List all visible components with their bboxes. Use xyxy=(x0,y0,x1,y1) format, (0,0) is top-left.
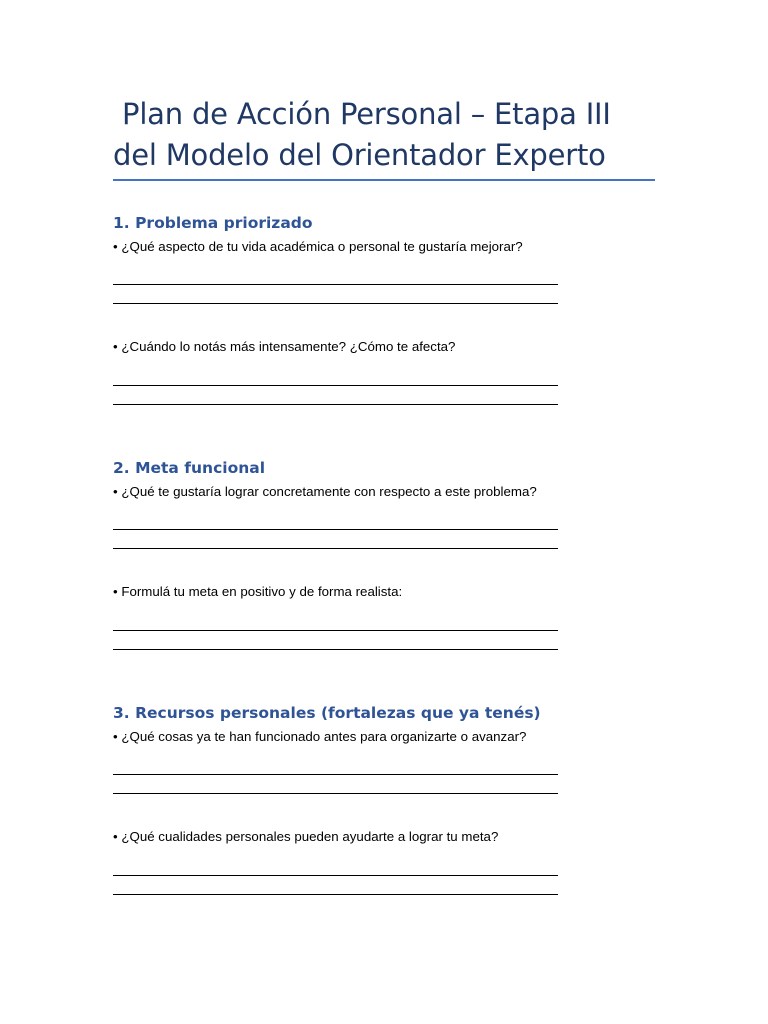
question-text: • ¿Qué cualidades personales pueden ayudarte a lograr tu meta? xyxy=(113,829,499,844)
title-block xyxy=(113,94,655,176)
section-heading: 3. Recursos personales (fortalezas que ya tenés) xyxy=(113,704,541,722)
page-title xyxy=(113,94,655,176)
answer-line[interactable] xyxy=(113,385,558,386)
title-underline xyxy=(113,179,655,181)
answer-line[interactable] xyxy=(113,793,558,794)
section-heading: 2. Meta funcional xyxy=(113,459,266,477)
answer-line[interactable] xyxy=(113,548,558,549)
answer-line[interactable] xyxy=(113,303,558,304)
answer-line[interactable] xyxy=(113,284,558,285)
answer-line[interactable] xyxy=(113,774,558,775)
question-text: • ¿Qué aspecto de tu vida académica o personal te gustaría mejorar? xyxy=(113,239,523,254)
question-text: • ¿Cuándo lo notás más intensamente? ¿Cómo te afecta? xyxy=(113,339,456,354)
section-heading: 1. Problema priorizado xyxy=(113,214,313,232)
section-problema xyxy=(113,213,573,354)
answer-line[interactable] xyxy=(113,630,558,631)
page-title-text: Plan de Acción Personal – Etapa III del Modelo del Orientador Experto xyxy=(113,97,611,172)
answer-line[interactable] xyxy=(113,404,558,405)
answer-line[interactable] xyxy=(113,875,558,876)
section-recursos xyxy=(113,703,573,844)
question-text: • ¿Qué te gustaría lograr concretamente con respecto a este problema? xyxy=(113,484,537,499)
answer-line[interactable] xyxy=(113,894,558,895)
answer-line[interactable] xyxy=(113,529,558,530)
section-meta xyxy=(113,458,573,599)
question-text: • ¿Qué cosas ya te han funcionado antes para organizarte o avanzar? xyxy=(113,729,527,744)
question-text: • Formulá tu meta en positivo y de forma realista: xyxy=(113,584,403,599)
answer-line[interactable] xyxy=(113,649,558,650)
